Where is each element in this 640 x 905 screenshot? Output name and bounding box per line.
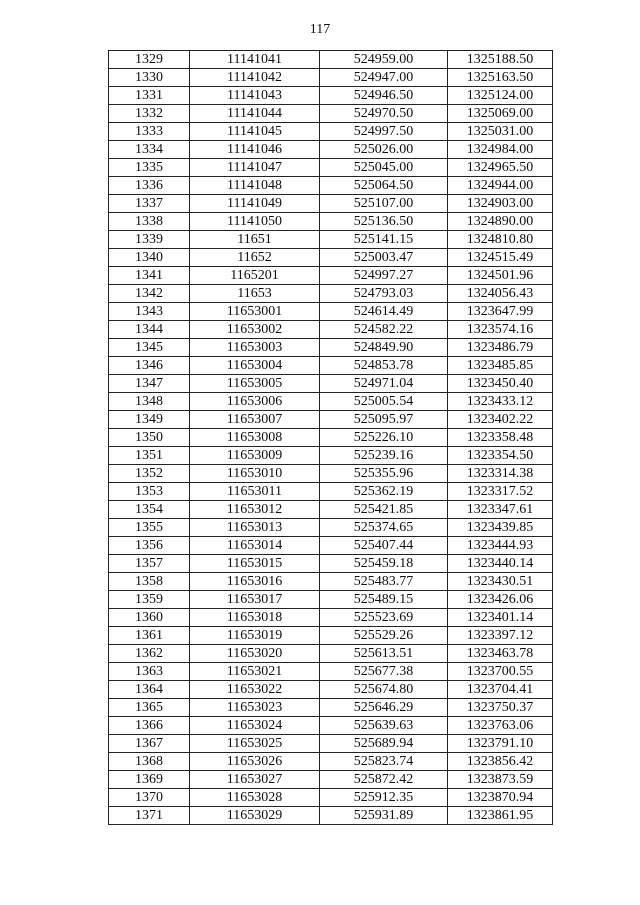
point-number-cell: 1367 [109, 735, 190, 753]
x-coordinate-cell: 524959.00 [320, 51, 448, 69]
table-row [109, 501, 553, 519]
y-coordinate-cell: 1324903.00 [448, 195, 553, 213]
y-coordinate-cell: 1323750.37 [448, 699, 553, 717]
x-coordinate-cell: 525823.74 [320, 753, 448, 771]
x-coordinate-cell: 525407.44 [320, 537, 448, 555]
point-id-cell: 11141043 [190, 87, 320, 105]
x-coordinate-cell: 525005.54 [320, 393, 448, 411]
table-row [109, 483, 553, 501]
table-row [109, 609, 553, 627]
point-id-cell: 11653009 [190, 447, 320, 465]
y-coordinate-cell: 1323433.12 [448, 393, 553, 411]
table-row [109, 339, 553, 357]
x-coordinate-cell: 524946.50 [320, 87, 448, 105]
point-id-cell: 11653027 [190, 771, 320, 789]
x-coordinate-cell: 525529.26 [320, 627, 448, 645]
y-coordinate-cell: 1323870.94 [448, 789, 553, 807]
point-id-cell: 11653013 [190, 519, 320, 537]
y-coordinate-cell: 1324984.00 [448, 141, 553, 159]
point-number-cell: 1341 [109, 267, 190, 285]
y-coordinate-cell: 1324056.43 [448, 285, 553, 303]
x-coordinate-cell: 524849.90 [320, 339, 448, 357]
y-coordinate-cell: 1325188.50 [448, 51, 553, 69]
x-coordinate-cell: 525355.96 [320, 465, 448, 483]
y-coordinate-cell: 1323574.16 [448, 321, 553, 339]
point-number-cell: 1344 [109, 321, 190, 339]
x-coordinate-cell: 525239.16 [320, 447, 448, 465]
x-coordinate-cell: 524947.00 [320, 69, 448, 87]
point-id-cell: 11141044 [190, 105, 320, 123]
point-number-cell: 1355 [109, 519, 190, 537]
point-id-cell: 11653010 [190, 465, 320, 483]
x-coordinate-cell: 525483.77 [320, 573, 448, 591]
table-row [109, 735, 553, 753]
table-row [109, 213, 553, 231]
point-id-cell: 11653003 [190, 339, 320, 357]
y-coordinate-cell: 1323861.95 [448, 807, 553, 825]
table-row [109, 447, 553, 465]
point-id-cell: 11653017 [190, 591, 320, 609]
point-number-cell: 1335 [109, 159, 190, 177]
point-number-cell: 1365 [109, 699, 190, 717]
table-row [109, 231, 553, 249]
table-row [109, 267, 553, 285]
x-coordinate-cell: 525523.69 [320, 609, 448, 627]
y-coordinate-cell: 1323647.99 [448, 303, 553, 321]
point-number-cell: 1345 [109, 339, 190, 357]
coordinates-table [108, 50, 553, 825]
y-coordinate-cell: 1323450.40 [448, 375, 553, 393]
point-number-cell: 1337 [109, 195, 190, 213]
point-id-cell: 11653006 [190, 393, 320, 411]
table-row [109, 123, 553, 141]
table-row [109, 789, 553, 807]
table-row [109, 519, 553, 537]
y-coordinate-cell: 1323485.85 [448, 357, 553, 375]
y-coordinate-cell: 1323347.61 [448, 501, 553, 519]
point-number-cell: 1331 [109, 87, 190, 105]
point-number-cell: 1362 [109, 645, 190, 663]
point-number-cell: 1364 [109, 681, 190, 699]
y-coordinate-cell: 1323314.38 [448, 465, 553, 483]
table-row [109, 465, 553, 483]
table-row [109, 771, 553, 789]
x-coordinate-cell: 525045.00 [320, 159, 448, 177]
x-coordinate-cell: 525689.94 [320, 735, 448, 753]
point-id-cell: 11653008 [190, 429, 320, 447]
x-coordinate-cell: 524971.04 [320, 375, 448, 393]
point-number-cell: 1351 [109, 447, 190, 465]
table-row [109, 807, 553, 825]
table-row [109, 663, 553, 681]
x-coordinate-cell: 525141.15 [320, 231, 448, 249]
table-row [109, 717, 553, 735]
x-coordinate-cell: 524614.49 [320, 303, 448, 321]
point-id-cell: 11651 [190, 231, 320, 249]
point-id-cell: 11141050 [190, 213, 320, 231]
table-row [109, 555, 553, 573]
table-row [109, 87, 553, 105]
point-number-cell: 1342 [109, 285, 190, 303]
point-number-cell: 1359 [109, 591, 190, 609]
y-coordinate-cell: 1323763.06 [448, 717, 553, 735]
table-row [109, 573, 553, 591]
y-coordinate-cell: 1324965.50 [448, 159, 553, 177]
point-number-cell: 1336 [109, 177, 190, 195]
y-coordinate-cell: 1323463.78 [448, 645, 553, 663]
table-row [109, 357, 553, 375]
x-coordinate-cell: 524970.50 [320, 105, 448, 123]
y-coordinate-cell: 1324944.00 [448, 177, 553, 195]
table-row [109, 177, 553, 195]
x-coordinate-cell: 525613.51 [320, 645, 448, 663]
point-id-cell: 11653029 [190, 807, 320, 825]
point-number-cell: 1329 [109, 51, 190, 69]
x-coordinate-cell: 525095.97 [320, 411, 448, 429]
x-coordinate-cell: 525872.42 [320, 771, 448, 789]
x-coordinate-cell: 525639.63 [320, 717, 448, 735]
y-coordinate-cell: 1325124.00 [448, 87, 553, 105]
point-number-cell: 1369 [109, 771, 190, 789]
point-id-cell: 11653028 [190, 789, 320, 807]
y-coordinate-cell: 1325069.00 [448, 105, 553, 123]
table-row [109, 411, 553, 429]
point-id-cell: 11653011 [190, 483, 320, 501]
point-id-cell: 11653004 [190, 357, 320, 375]
x-coordinate-cell: 524997.27 [320, 267, 448, 285]
table-row [109, 429, 553, 447]
table-row [109, 537, 553, 555]
point-id-cell: 1165201 [190, 267, 320, 285]
point-number-cell: 1349 [109, 411, 190, 429]
point-id-cell: 11141047 [190, 159, 320, 177]
point-id-cell: 11653014 [190, 537, 320, 555]
x-coordinate-cell: 525374.65 [320, 519, 448, 537]
point-number-cell: 1358 [109, 573, 190, 591]
y-coordinate-cell: 1323791.10 [448, 735, 553, 753]
point-id-cell: 11653007 [190, 411, 320, 429]
x-coordinate-cell: 524853.78 [320, 357, 448, 375]
table-row [109, 285, 553, 303]
x-coordinate-cell: 525674.80 [320, 681, 448, 699]
y-coordinate-cell: 1323440.14 [448, 555, 553, 573]
point-number-cell: 1338 [109, 213, 190, 231]
point-number-cell: 1333 [109, 123, 190, 141]
table-row [109, 321, 553, 339]
point-number-cell: 1340 [109, 249, 190, 267]
table-row [109, 69, 553, 87]
point-number-cell: 1343 [109, 303, 190, 321]
x-coordinate-cell: 525026.00 [320, 141, 448, 159]
table-row [109, 105, 553, 123]
point-number-cell: 1368 [109, 753, 190, 771]
x-coordinate-cell: 524582.22 [320, 321, 448, 339]
y-coordinate-cell: 1324515.49 [448, 249, 553, 267]
y-coordinate-cell: 1323704.41 [448, 681, 553, 699]
y-coordinate-cell: 1323873.59 [448, 771, 553, 789]
table-row [109, 141, 553, 159]
point-number-cell: 1357 [109, 555, 190, 573]
x-coordinate-cell: 525107.00 [320, 195, 448, 213]
x-coordinate-cell: 525362.19 [320, 483, 448, 501]
y-coordinate-cell: 1323430.51 [448, 573, 553, 591]
y-coordinate-cell: 1323856.42 [448, 753, 553, 771]
table-row [109, 393, 553, 411]
y-coordinate-cell: 1323439.85 [448, 519, 553, 537]
point-id-cell: 11653023 [190, 699, 320, 717]
x-coordinate-cell: 525931.89 [320, 807, 448, 825]
point-number-cell: 1366 [109, 717, 190, 735]
table-row [109, 699, 553, 717]
point-number-cell: 1361 [109, 627, 190, 645]
point-number-cell: 1360 [109, 609, 190, 627]
table-row [109, 591, 553, 609]
point-id-cell: 11653020 [190, 645, 320, 663]
table-row [109, 159, 553, 177]
point-number-cell: 1330 [109, 69, 190, 87]
y-coordinate-cell: 1325031.00 [448, 123, 553, 141]
table-row [109, 645, 553, 663]
point-id-cell: 11653 [190, 285, 320, 303]
table-row [109, 51, 553, 69]
point-number-cell: 1334 [109, 141, 190, 159]
point-id-cell: 11653026 [190, 753, 320, 771]
point-number-cell: 1346 [109, 357, 190, 375]
x-coordinate-cell: 525489.15 [320, 591, 448, 609]
point-number-cell: 1347 [109, 375, 190, 393]
point-number-cell: 1353 [109, 483, 190, 501]
table-row [109, 681, 553, 699]
point-id-cell: 11653021 [190, 663, 320, 681]
y-coordinate-cell: 1323397.12 [448, 627, 553, 645]
y-coordinate-cell: 1323358.48 [448, 429, 553, 447]
point-number-cell: 1350 [109, 429, 190, 447]
y-coordinate-cell: 1323444.93 [448, 537, 553, 555]
x-coordinate-cell: 525136.50 [320, 213, 448, 231]
point-id-cell: 11653024 [190, 717, 320, 735]
y-coordinate-cell: 1324810.80 [448, 231, 553, 249]
table-row [109, 375, 553, 393]
point-number-cell: 1348 [109, 393, 190, 411]
point-id-cell: 11653025 [190, 735, 320, 753]
page-number: 117 [309, 22, 331, 37]
point-id-cell: 11141042 [190, 69, 320, 87]
table-row [109, 303, 553, 321]
point-id-cell: 11653016 [190, 573, 320, 591]
point-number-cell: 1332 [109, 105, 190, 123]
point-number-cell: 1363 [109, 663, 190, 681]
point-id-cell: 11653001 [190, 303, 320, 321]
point-id-cell: 11653019 [190, 627, 320, 645]
point-id-cell: 11653018 [190, 609, 320, 627]
y-coordinate-cell: 1323402.22 [448, 411, 553, 429]
y-coordinate-cell: 1323401.14 [448, 609, 553, 627]
y-coordinate-cell: 1325163.50 [448, 69, 553, 87]
x-coordinate-cell: 525646.29 [320, 699, 448, 717]
coordinates-table-body [109, 51, 553, 825]
point-id-cell: 11652 [190, 249, 320, 267]
x-coordinate-cell: 525677.38 [320, 663, 448, 681]
point-number-cell: 1356 [109, 537, 190, 555]
x-coordinate-cell: 525421.85 [320, 501, 448, 519]
table-row [109, 753, 553, 771]
x-coordinate-cell: 525003.47 [320, 249, 448, 267]
y-coordinate-cell: 1324501.96 [448, 267, 553, 285]
table-row [109, 627, 553, 645]
y-coordinate-cell: 1323700.55 [448, 663, 553, 681]
point-number-cell: 1370 [109, 789, 190, 807]
point-id-cell: 11653015 [190, 555, 320, 573]
point-number-cell: 1339 [109, 231, 190, 249]
point-id-cell: 11141049 [190, 195, 320, 213]
x-coordinate-cell: 525064.50 [320, 177, 448, 195]
point-number-cell: 1354 [109, 501, 190, 519]
table-row [109, 195, 553, 213]
x-coordinate-cell: 525912.35 [320, 789, 448, 807]
point-id-cell: 11141045 [190, 123, 320, 141]
x-coordinate-cell: 525459.18 [320, 555, 448, 573]
point-id-cell: 11653005 [190, 375, 320, 393]
x-coordinate-cell: 524997.50 [320, 123, 448, 141]
x-coordinate-cell: 525226.10 [320, 429, 448, 447]
table-row [109, 249, 553, 267]
point-id-cell: 11141041 [190, 51, 320, 69]
y-coordinate-cell: 1324890.00 [448, 213, 553, 231]
y-coordinate-cell: 1323317.52 [448, 483, 553, 501]
y-coordinate-cell: 1323354.50 [448, 447, 553, 465]
point-number-cell: 1352 [109, 465, 190, 483]
point-id-cell: 11653022 [190, 681, 320, 699]
y-coordinate-cell: 1323486.79 [448, 339, 553, 357]
point-id-cell: 11141046 [190, 141, 320, 159]
point-id-cell: 11653012 [190, 501, 320, 519]
y-coordinate-cell: 1323426.06 [448, 591, 553, 609]
x-coordinate-cell: 524793.03 [320, 285, 448, 303]
point-id-cell: 11141048 [190, 177, 320, 195]
point-number-cell: 1371 [109, 807, 190, 825]
point-id-cell: 11653002 [190, 321, 320, 339]
